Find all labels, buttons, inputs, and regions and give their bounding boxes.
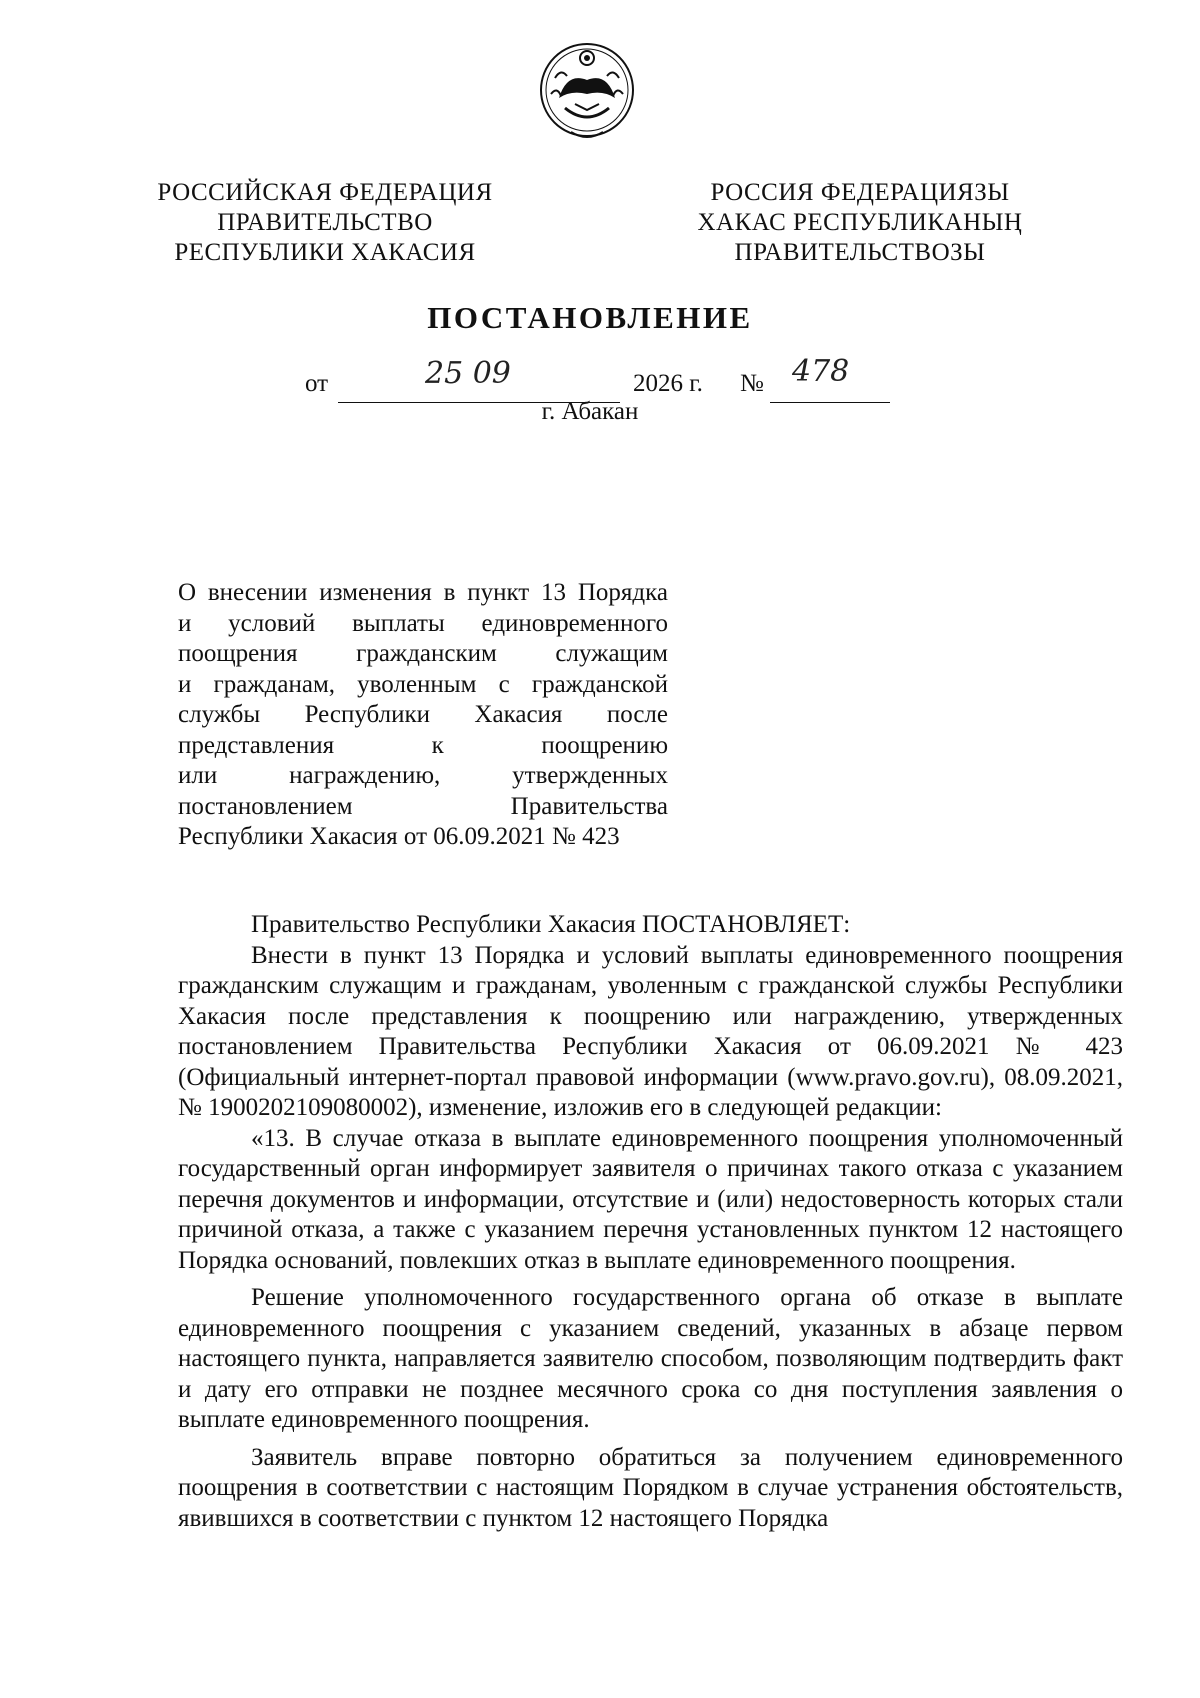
header-left-russian [155, 178, 495, 268]
coat-of-arms-emblem [537, 38, 637, 148]
subject-line: и гражданам, уволенным с гражданской [178, 670, 668, 698]
handwritten-date: 25 09 [425, 356, 511, 391]
body-paragraph-decision: Решение уполномоченного государственного органа об отказе в выплате единовременного поощрения с указанием сведений, указанных в абзаце первом настоящего пункта, направляется заявителю способом, позволяющим подтвердить факт и дату его отправки не позднее месячного срока со дня поступления заявления о выплате единовременного поощрения. [178, 1284, 1123, 1433]
subject-line: или награждению, утвержденных [178, 762, 668, 789]
subject-line: поощрения гражданским служащим [178, 640, 668, 667]
subject-line: и условий выплаты единовременного [178, 609, 668, 637]
header-right-line-3: ПРАВИТЕЛЬСТВОЗЫ [734, 239, 986, 266]
header-right-khakas [695, 178, 1025, 268]
header-left-line-1: РОССИЙСКАЯ ФЕДЕРАЦИЯ [157, 179, 493, 206]
document-title: ПОСТАНОВЛЕНИЕ [427, 300, 753, 335]
subject-line: О внесении изменения в пункт 13 Порядка [178, 579, 668, 606]
body-paragraph-amendment: Внести в пункт 13 Порядка и условий выплаты единовременного поощрения гражданским служащим и гражданам, уволенным с гражданской службы Республики Хакасия после представления к поощрению или награждению, утвержденных постановлением Правительства Республики Хакасия от 06.09.2021 № 423 (Официальный интернет-портал правовой информации (www.pravo.gov.ru), 08.09.2021, № 1900202109080002), изменение, изложив его в следующей редакции: [178, 941, 1123, 1121]
subject-line: представления к поощрению [178, 731, 668, 759]
header-left-line-2: ПРАВИТЕЛЬСТВО [217, 209, 433, 236]
subject-line: постановлением Правительства [178, 792, 668, 820]
year-label: 2026 г. [633, 370, 703, 397]
header-left-line-3: РЕСПУБЛИКИ ХАКАСИЯ [174, 239, 476, 266]
body-paragraph-reapply: Заявитель вправе повторно обратиться за получением единовременного поощрения в соответствии с настоящим Порядком в случае устранения обстоятельств, явившихся в соответствии с пунктом 12 настоящего Порядка [178, 1443, 1123, 1532]
body-paragraph-item-13: «13. В случае отказа в выплате единовременного поощрения уполномоченный государственный орган информирует заявителя о причинах такого отказа с указанием перечня документов и информации, отсутствие и (или) недостоверность которых стали причиной отказа, а также с указанием перечня установленных пунктом 12 настоящего Порядка оснований, повлекших отказ в выплате единовременного поощрения. [178, 1124, 1123, 1274]
subject-line: службы Республики Хакасия после [178, 701, 668, 728]
subject-line: Республики Хакасия от 06.09.2021 № 423 [178, 823, 620, 850]
header-right-line-1: РОССИЯ ФЕДЕРАЦИЯЗЫ [710, 179, 1010, 206]
handwritten-number: 478 [792, 354, 850, 389]
city-label: г. Абакан [541, 398, 639, 425]
from-label: от [305, 370, 329, 397]
number-label: № [740, 370, 764, 397]
document-body [178, 910, 1123, 1534]
body-paragraph-resolves: Правительство Республики Хакасия ПОСТАНОВЛЯЕТ: [251, 911, 851, 938]
header-right-line-2: ХАКАС РЕСПУБЛИКАНЫҢ [697, 209, 1023, 236]
subject-block [178, 578, 668, 853]
